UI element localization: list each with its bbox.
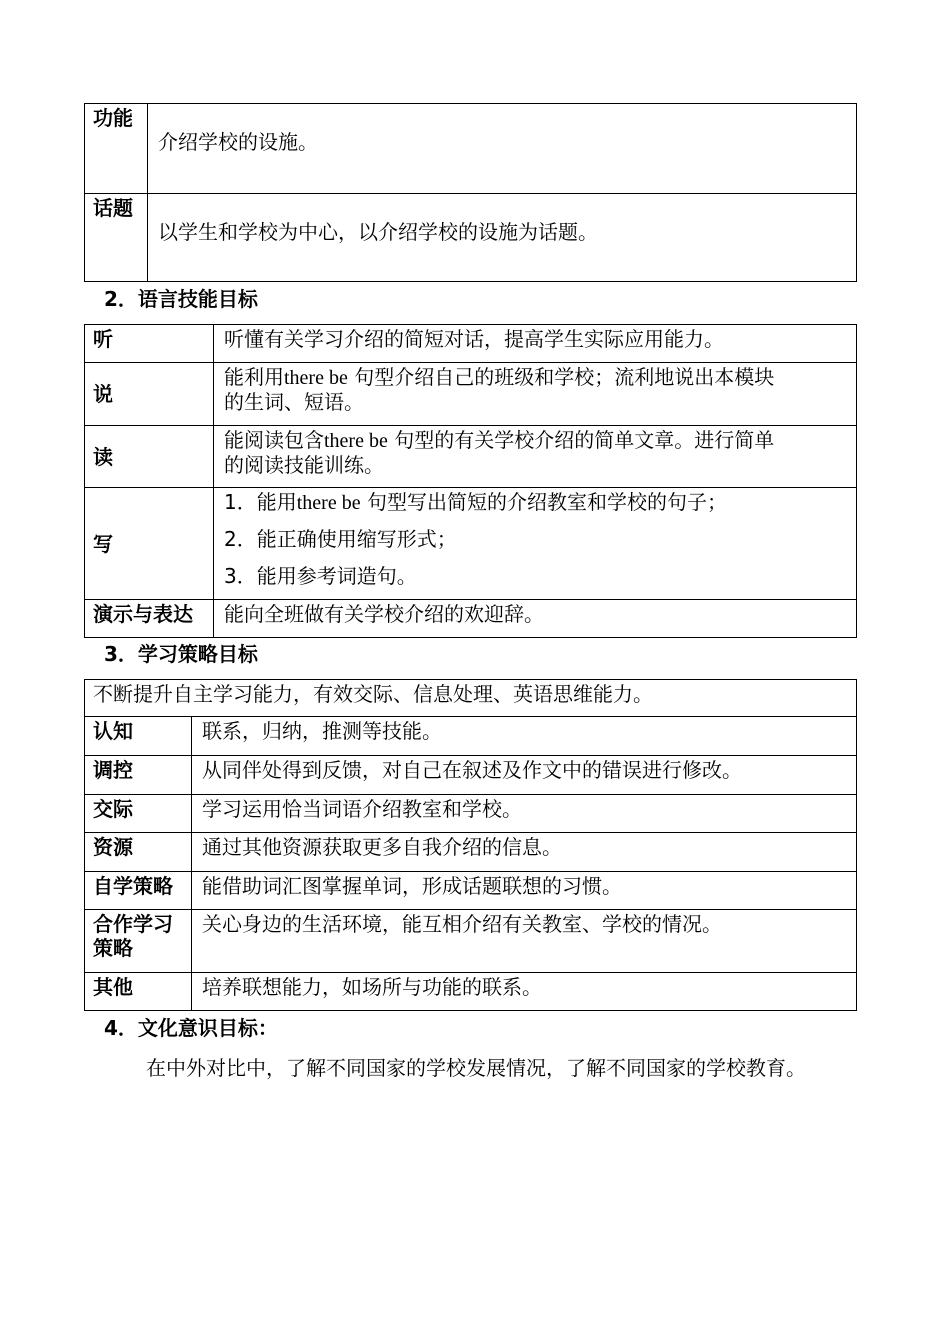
learning-strategy-table <box>84 679 857 1011</box>
text-self-study: 能借助词汇图掌握单词，形成话题联想的习惯。 <box>192 872 857 910</box>
label-topic: 话题 <box>85 194 148 282</box>
read-part-c: 的阅读技能训练。 <box>224 453 384 477</box>
write-item-2: 2．能正确使用缩写形式； <box>224 527 457 551</box>
label-listen: 听 <box>85 325 214 363</box>
label-regulation: 调控 <box>85 756 192 795</box>
label-write: 写 <box>85 488 214 600</box>
text-cognition: 联系，归纳，推测等技能。 <box>192 717 857 756</box>
read-part-a: 能阅读包含 <box>224 428 324 452</box>
text-speak <box>214 363 857 426</box>
language-skills-table <box>84 324 857 638</box>
function-topic-table <box>84 103 857 282</box>
write-item-1-a: 1．能用 <box>224 490 297 514</box>
section4-heading: 4．文化意识目标： <box>104 1016 278 1040</box>
section3-heading: 3．学习策略目标 <box>104 642 258 666</box>
write-item-1-b: 句型写出简短的介绍教室和学校的句子； <box>366 490 727 514</box>
section2-heading: 2．语言技能目标 <box>104 287 258 311</box>
label-function: 功能 <box>85 104 148 194</box>
text-cooperative: 关心身边的生活环境，能互相介绍有关教室、学校的情况。 <box>192 910 857 973</box>
cell-topic <box>148 194 857 282</box>
speak-en: there be <box>284 367 348 389</box>
text-resources: 通过其他资源获取更多自我介绍的信息。 <box>192 833 857 872</box>
write-item-1-en: there be <box>296 492 361 514</box>
read-part-b: 句型的有关学校介绍的简单文章。进行简单 <box>394 428 775 452</box>
text-communication: 学习运用恰当词语介绍教室和学校。 <box>192 795 857 833</box>
label-cognition: 认知 <box>85 717 192 756</box>
label-communication: 交际 <box>85 795 192 833</box>
write-item-1 <box>224 490 846 527</box>
text-read <box>214 426 857 488</box>
culture-paragraph: 在中外对比中，了解不同国家的学校发展情况，了解不同国家的学校教育。 <box>146 1056 806 1080</box>
label-cooperative: 合作学习策略 <box>85 910 192 973</box>
label-read: 读 <box>85 426 214 488</box>
label-present: 演示与表达 <box>85 600 214 638</box>
label-other: 其他 <box>85 973 192 1011</box>
text-regulation: 从同伴处得到反馈，对自己在叙述及作文中的错误进行修改。 <box>192 756 857 795</box>
strategy-intro: 不断提升自主学习能力，有效交际、信息处理、英语思维能力。 <box>85 680 857 717</box>
text-write <box>214 488 857 600</box>
label-resources: 资源 <box>85 833 192 872</box>
text-other: 培养联想能力，如场所与功能的联系。 <box>192 973 857 1011</box>
speak-part-c: 的生词、短语。 <box>224 390 364 414</box>
label-speak: 说 <box>85 363 214 426</box>
speak-part-a: 能利用 <box>224 365 284 389</box>
text-function: 介绍学校的设施。 <box>158 130 318 154</box>
read-en: there be <box>324 430 388 452</box>
text-topic: 以学生和学校为中心，以介绍学校的设施为话题。 <box>158 220 598 244</box>
cell-function <box>148 104 857 194</box>
text-present: 能向全班做有关学校介绍的欢迎辞。 <box>214 600 857 638</box>
speak-part-b: 句型介绍自己的班级和学校；流利地说出本模块 <box>354 365 775 389</box>
text-listen: 听懂有关学习介绍的简短对话，提高学生实际应用能力。 <box>214 325 857 363</box>
write-item-3: 3．能用参考词造句。 <box>224 564 417 588</box>
label-self-study: 自学策略 <box>85 872 192 910</box>
